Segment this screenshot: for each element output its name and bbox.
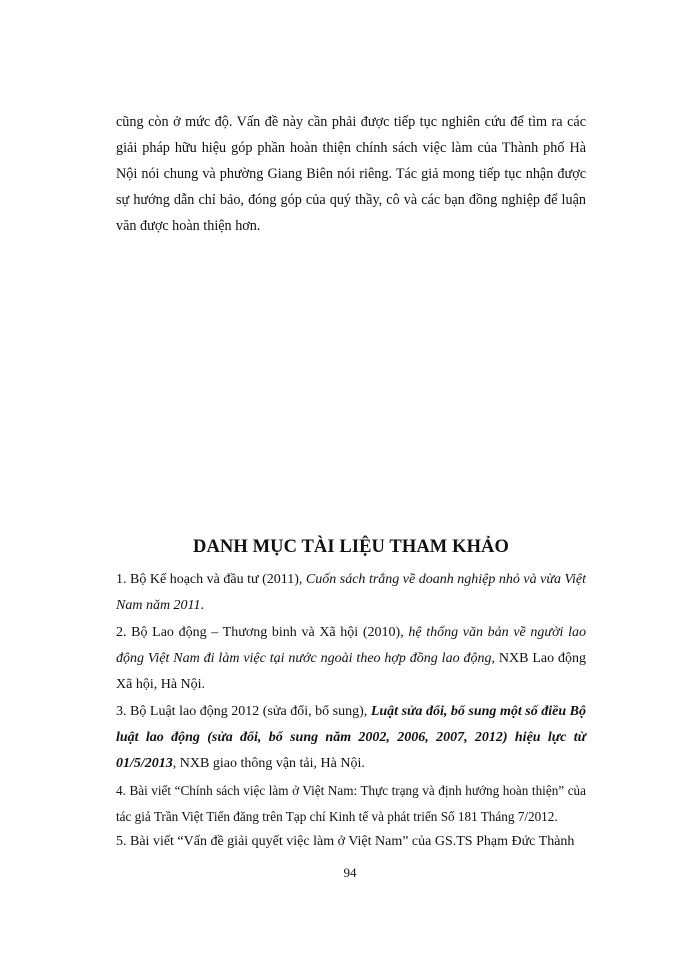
reference-2-suffix: , NXB Lao động Xã hội, Hà Nội. (116, 651, 586, 692)
reference-2-author: 2. Bộ Lao động – Thương binh và Xã hội (2010), (116, 625, 409, 640)
reference-3-title: Luật sửa đổi, bổ sung một số điều Bộ luật lao động (sửa đổi, bổ sung năm 2002, 2006, 2007, 2012) hiệu lực từ 01/5/2013 (116, 704, 586, 771)
reference-item-5: 5. Bài viết “Vấn đề giải quyết việc làm ở Việt Nam” của GS.TS Phạm Đức Thành (116, 834, 575, 849)
references-heading: DANH MỤC TÀI LIỆU THAM KHẢO (192, 537, 510, 557)
reference-1-author: 1. Bộ Kế hoạch và đầu tư (2011), (116, 572, 306, 587)
reference-3-author: 3. Bộ Luật lao động 2012 (sửa đổi, bổ sung), (116, 704, 371, 719)
reference-item-2 (116, 620, 586, 698)
reference-item-4: 4. Bài viết “Chính sách việc làm ở Việt Nam: Thực trạng và định hướng hoàn thiện” của tác giả Trần Việt Tiến đăng trên Tạp chí Kinh tế và phát triển Số 181 Tháng 7/2012. (116, 783, 586, 824)
reference-1-title: Cuốn sách trắng về doanh nghiệp nhỏ và vừa Việt Nam năm 2011 (116, 572, 586, 613)
page-number: 94 (343, 865, 357, 880)
reference-2-title: hệ thống văn bản về người lao động Việt Nam đi làm việc tại nước ngoài theo hợp đồng lao động (116, 625, 586, 666)
reference-1-suffix: . (200, 598, 205, 613)
reference-3-suffix: , NXB giao thông vận tải, Hà Nội. (172, 756, 365, 771)
reference-item-1 (116, 567, 586, 619)
body-paragraph: cũng còn ở mức độ. Vấn đề này cần phải được tiếp tục nghiên cứu để tìm ra các giải pháp hữu hiệu góp phần hoàn thiện chính sách việc làm của Thành phố Hà Nội nói chung và phường Giang Biên nói riêng. Tác giả mong tiếp tục nhận được sự hướng dẫn chỉ bảo, đóng góp của quý thầy, cô và các bạn đồng nghiệp để luận văn được hoàn thiện hơn. (116, 114, 586, 234)
reference-item-3 (116, 699, 586, 777)
